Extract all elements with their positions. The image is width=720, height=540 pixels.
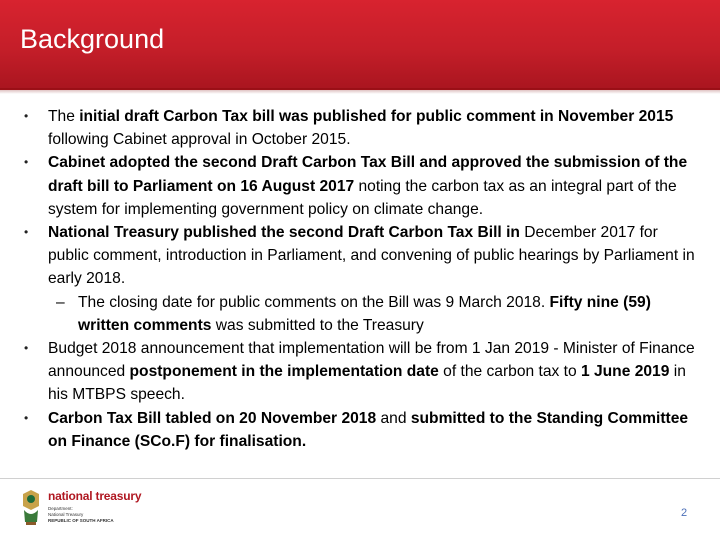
bullet-marker: •	[24, 410, 29, 425]
bullet-item	[24, 337, 696, 407]
bullet-list	[24, 105, 696, 453]
footer-divider	[0, 478, 720, 479]
slide-title: Background	[20, 24, 165, 54]
sub-bullet-marker: –	[56, 293, 65, 311]
bullet-text-bold: postponement in the implementation date	[129, 363, 439, 381]
bullet-text: noting the carbon tax as an integral part of the system for implementing government policy on climate change.	[48, 177, 677, 218]
logo-subtitle: National Treasury	[48, 512, 84, 517]
coat-of-arms-icon	[20, 488, 42, 526]
bullet-text: following Cabinet approval in October 2015.	[48, 131, 351, 149]
bullet-marker: •	[24, 341, 29, 356]
bullet-text-bold: Fifty nine (59) written comments	[78, 293, 651, 334]
national-treasury-logo	[14, 484, 154, 532]
logo-subtitle: REPUBLIC OF SOUTH AFRICA	[48, 518, 114, 523]
page-number: 2	[681, 507, 688, 519]
bullet-text-bold: initial draft Carbon Tax bill was published for public comment in November 2015	[79, 108, 674, 125]
bullet-item	[24, 407, 696, 453]
bullet-text: December 2017 for public comment, introduction in Parliament, and convening of public hearings by Parliament in early 2018.	[48, 224, 695, 288]
title-bar	[0, 0, 720, 90]
logo-subtitle: Department:	[48, 506, 73, 511]
bullet-text-bold: National Treasury published the second Draft Carbon Tax Bill in	[48, 224, 520, 242]
bullet-item	[24, 105, 696, 151]
sub-bullet-item	[24, 291, 696, 337]
bullet-text-bold: Carbon Tax Bill tabled on 20 November 2018	[48, 409, 377, 427]
bullet-marker: •	[24, 155, 29, 170]
bullet-item	[24, 221, 696, 291]
bullet-text: Budget 2018 announcement that implementation will be from 1 Jan 2019 - Minister of Finance announced	[48, 340, 695, 381]
title-bar-shadow	[0, 88, 720, 94]
bullet-text-bold: submitted to the Standing Committee on Finance (SCo.F) for finalisation.	[48, 409, 689, 450]
logo-title: national treasury	[48, 489, 142, 503]
bullet-text: The	[48, 108, 80, 125]
bullet-text-bold: 1 June 2019	[580, 363, 670, 381]
bullet-text: of the carbon tax to	[438, 363, 581, 381]
bullet-text: was submitted to the Treasury	[211, 316, 424, 334]
bullet-item	[24, 151, 696, 221]
bullet-text: in his MTBPS speech.	[48, 363, 686, 404]
bullet-text: and	[376, 409, 411, 427]
bullet-marker: •	[24, 225, 29, 240]
bullet-text: The closing date for public comments on the Bill was 9 March 2018.	[78, 293, 550, 311]
bullet-marker: •	[24, 109, 29, 123]
bullet-text-bold: Cabinet adopted the second Draft Carbon Tax Bill and approved the submission of the draft bill to Parliament on 16 August 2017	[48, 154, 688, 195]
